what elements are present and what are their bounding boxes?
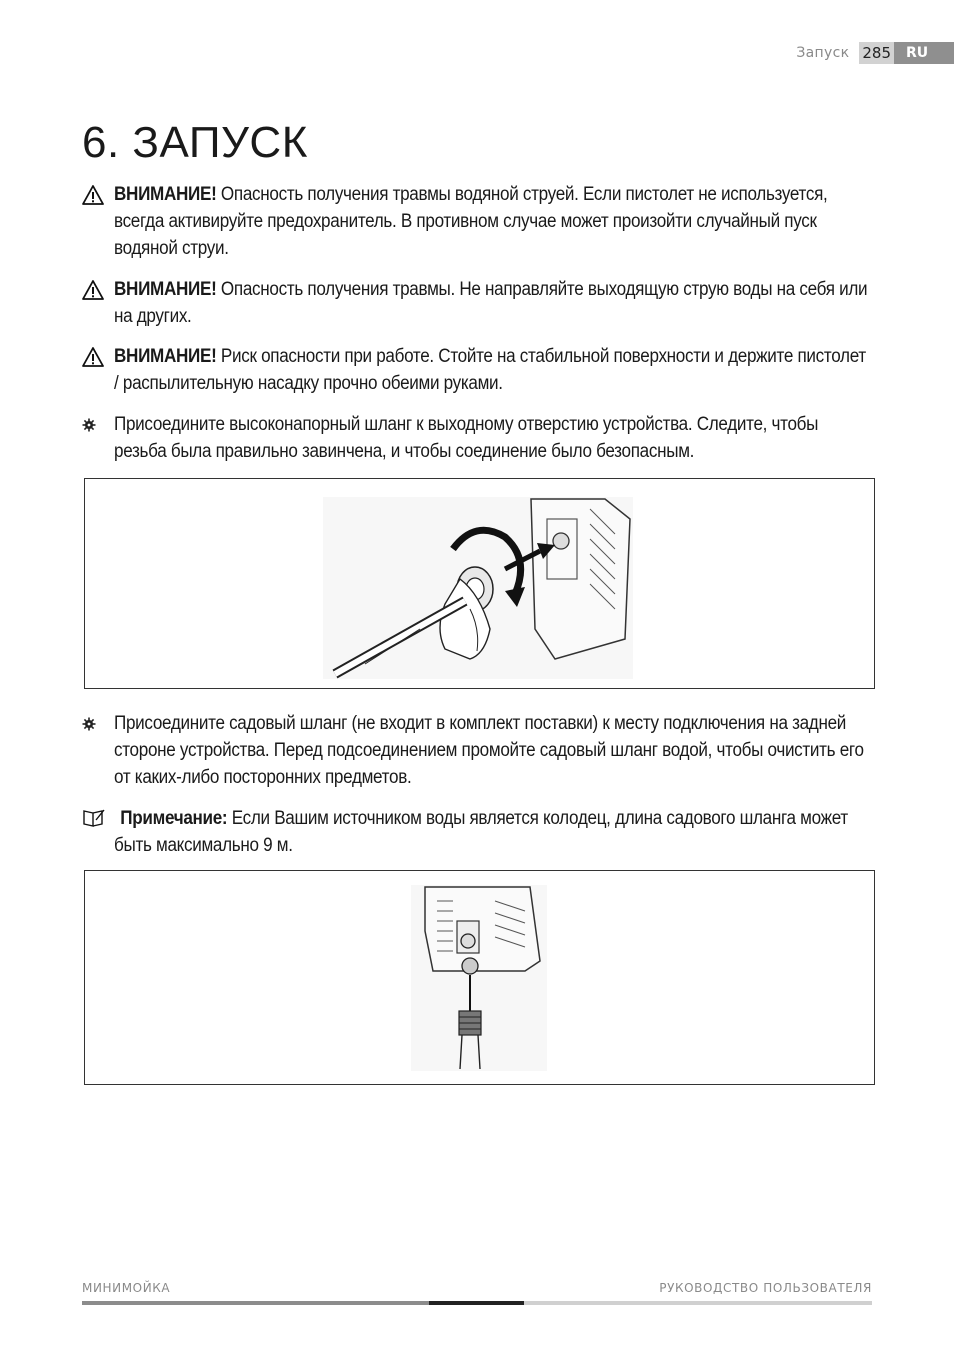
warning-text: Риск опасности при работе. Стойте на стабильной поверхности и держите пистолет / распылительную насадку прочно обеими руками.: [114, 346, 866, 394]
warning-label: ВНИМАНИЕ!: [114, 346, 217, 367]
warning-label: ВНИМАНИЕ!: [114, 184, 217, 205]
instruction-item: [82, 411, 872, 465]
language-badge: RU: [894, 42, 954, 64]
footer-manual-name: РУКОВОДСТВО ПОЛЬЗОВАТЕЛЯ: [659, 1281, 872, 1295]
instruction-text: Присоедините садовый шланг (не входит в комплект поставки) к месту подключения на задней стороне устройства. Перед подсоединением промойте садовый шланг водой, чтобы очистить его от каких-либо посторонних предметов.: [114, 713, 864, 788]
figure-hose-connection: [84, 478, 875, 689]
footer-divider: [82, 1301, 872, 1305]
page-number: 285: [859, 42, 894, 64]
footer-product-name: МИНИМОЙКА: [82, 1281, 171, 1295]
gear-bullet-icon: [82, 418, 96, 432]
note-text: Если Вашим источником воды является колодец, длина садового шланга может быть максимально 9 м.: [114, 808, 848, 856]
note-book-icon: [82, 807, 106, 829]
page-title: 6. ЗАПУСК: [82, 118, 308, 167]
warning-block: [82, 276, 872, 330]
warning-text: Опасность получения травмы. Не направляйте выходящую струю воды на себя или на других.: [114, 279, 868, 327]
figure-garden-hose: [84, 870, 875, 1085]
warning-icon: [82, 346, 104, 368]
instruction-text: Присоедините высоконапорный шланг к выходному отверстию устройства. Следите, чтобы резьба была правильно завинчена, и чтобы соединение было безопасным.: [114, 414, 819, 462]
hose-connection-illustration: [85, 479, 874, 688]
note-label: Примечание:: [120, 808, 228, 829]
note-block: [82, 805, 872, 859]
warning-block: [82, 181, 872, 262]
garden-hose-illustration: [85, 871, 874, 1084]
page-header: [796, 42, 954, 64]
instruction-item: [82, 710, 872, 791]
warning-block: [82, 343, 872, 397]
header-section: Запуск: [796, 45, 850, 61]
gear-bullet-icon: [82, 717, 96, 731]
warning-icon: [82, 184, 104, 206]
warning-label: ВНИМАНИЕ!: [114, 279, 217, 300]
warning-text: Опасность получения травмы водяной струей. Если пистолет не используется, всегда активируйте предохранитель. В противном случае может произойти случайный пуск водяной струи.: [114, 184, 828, 259]
warning-icon: [82, 279, 104, 301]
